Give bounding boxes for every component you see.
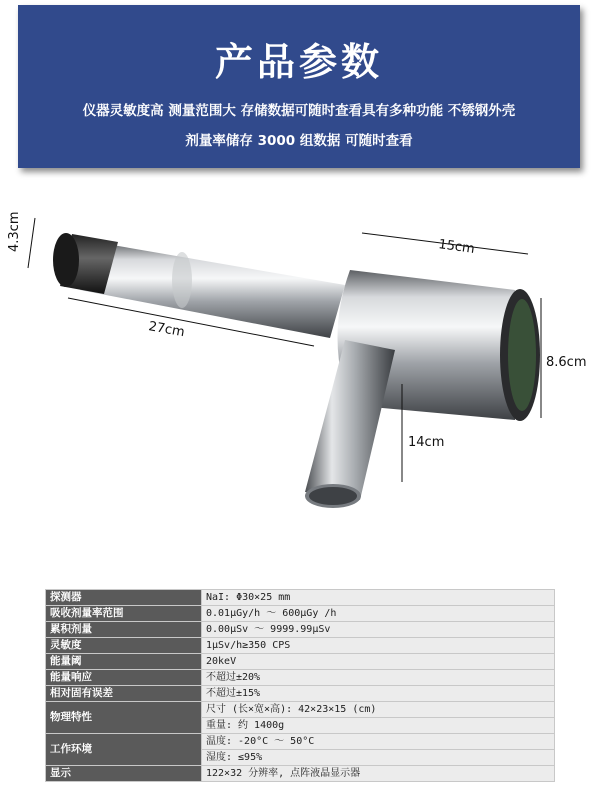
spec-row [46, 590, 555, 606]
feature-line-1: 仪器灵敏度高 测量范围大 存储数据可随时查看具有多种功能 不锈钢外壳 [82, 103, 516, 119]
spec-table [45, 589, 555, 782]
header-banner [18, 5, 580, 168]
spec-row [46, 670, 555, 686]
spec-label: 吸收剂量率范围 [46, 606, 202, 622]
dim-head-height: 8.6cm [546, 355, 587, 370]
spec-value: NaI: Φ30×25 mm [202, 590, 555, 606]
product-image [0, 190, 600, 550]
dim-length: 27cm [147, 319, 186, 341]
dim-handle: 14cm [408, 435, 445, 450]
spec-value: 0.00μSv ～ 9999.99μSv [202, 622, 555, 638]
spec-label: 能量响应 [46, 670, 202, 686]
spec-row [46, 654, 555, 670]
handle [305, 340, 395, 508]
spec-label: 累积剂量 [46, 622, 202, 638]
spec-label: 工作环境 [46, 734, 202, 766]
spec-label: 探测器 [46, 590, 202, 606]
page-title: 产品参数 [214, 40, 383, 84]
spec-row [46, 766, 555, 782]
dim-head-length: 15cm [437, 237, 476, 258]
spec-value: 重量: 约 1400g [202, 718, 555, 734]
spec-row [46, 638, 555, 654]
spec-value: 1μSv/h≥350 CPS [202, 638, 555, 654]
probe-tube [80, 242, 345, 341]
feature-line-2: 剂量率储存 3000 组数据 可随时查看 [185, 133, 413, 149]
spec-value: 不超过±20% [202, 670, 555, 686]
spec-label: 显示 [46, 766, 202, 782]
spec-row [46, 734, 555, 750]
spec-value: 不超过±15% [202, 686, 555, 702]
spec-row [46, 606, 555, 622]
spec-value: 122×32 分辨率, 点阵液晶显示器 [202, 766, 555, 782]
spec-label: 灵敏度 [46, 638, 202, 654]
spec-label: 相对固有误差 [46, 686, 202, 702]
spec-value: 温度: -20°C ～ 50°C [202, 734, 555, 750]
spec-value: 湿度: ≤95% [202, 750, 555, 766]
spec-label: 能量阈 [46, 654, 202, 670]
spec-value: 尺寸 (长×宽×高): 42×23×15 (cm) [202, 702, 555, 718]
spec-row [46, 622, 555, 638]
spec-row [46, 702, 555, 718]
spec-value: 0.01μGy/h ～ 600μGy /h [202, 606, 555, 622]
spec-label: 物理特性 [46, 702, 202, 734]
dim-diameter: 4.3cm [7, 211, 22, 252]
spec-row [46, 686, 555, 702]
spec-value: 20keV [202, 654, 555, 670]
